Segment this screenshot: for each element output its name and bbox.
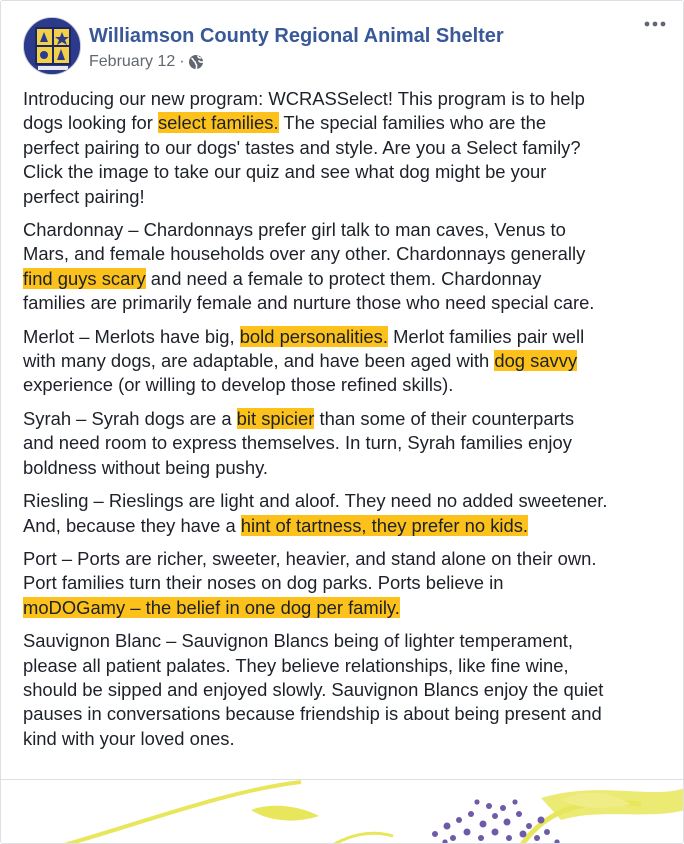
- post-text-line: [23, 489, 663, 513]
- text-segment: Port families turn their noses on dog parks. Ports believe in: [23, 572, 504, 594]
- text-segment: perfect pairing to our dogs' tastes and style. Are you a Select family?: [23, 136, 581, 158]
- text-segment: and need room to express themselves. In turn, Syrah families enjoy: [23, 432, 572, 454]
- text-segment: Sauvignon Blanc – Sauvignon Blancs being of lighter temperament,: [23, 630, 574, 652]
- text-segment: Chardonnay – Chardonnays prefer girl talk to man caves, Venus to: [23, 219, 566, 241]
- post-text-line: [23, 242, 663, 266]
- post-paragraph: [23, 87, 663, 209]
- post-text-line: [23, 571, 663, 595]
- text-segment: Port – Ports are richer, sweeter, heavier, and stand alone on their own.: [23, 547, 597, 569]
- post-text-line: [23, 218, 663, 242]
- post-text-line: [23, 325, 663, 349]
- post-text-line: [23, 136, 663, 160]
- post-meta: [89, 53, 204, 71]
- post-paragraph: [23, 547, 663, 620]
- page-name-link[interactable]: Williamson County Regional Animal Shelter: [89, 25, 504, 47]
- post-text-line: [23, 727, 663, 751]
- post-text-line: [23, 267, 663, 291]
- post-text-line: [23, 596, 663, 620]
- text-segment: than some of their counterparts: [314, 407, 575, 429]
- highlighted-text: bold personalities.: [239, 325, 388, 347]
- text-segment: with many dogs, are adaptable, and have been aged with: [23, 350, 495, 372]
- post-text-line: [23, 547, 663, 571]
- post-text-line: [23, 654, 663, 678]
- highlighted-text: select families.: [157, 112, 279, 134]
- quiz-image-attachment[interactable]: [1, 780, 683, 843]
- text-segment: families are primarily female and nurture those who need special care.: [23, 292, 595, 314]
- text-segment: and need a female to protect them. Chardonnay: [145, 267, 542, 289]
- post-text-line: [23, 702, 663, 726]
- post-text-line: [23, 373, 663, 397]
- text-segment: experience (or willing to develop those refined skills).: [23, 374, 454, 396]
- page-avatar[interactable]: [23, 17, 81, 75]
- text-segment: pauses in conversations because friendship is about being present and: [23, 703, 602, 725]
- highlighted-text: bit spicier: [236, 407, 315, 429]
- post-paragraph: [23, 325, 663, 398]
- post-text-line: [23, 291, 663, 315]
- text-segment: please all patient palates. They believe relationships, like fine wine,: [23, 654, 569, 676]
- text-segment: Riesling – Rieslings are light and aloof. They need no added sweetener.: [23, 490, 608, 512]
- text-segment: The special families who are the: [278, 112, 547, 134]
- text-segment: boldness without being pushy.: [23, 456, 269, 478]
- text-segment: should be sipped and enjoyed slowly. Sauvignon Blancs enjoy the quiet: [23, 678, 604, 700]
- post-header: [23, 17, 667, 77]
- post-text-line: [23, 185, 663, 209]
- text-segment: kind with your loved ones.: [23, 727, 235, 749]
- text-segment: Mars, and female households over any other. Chardonnays generally: [23, 243, 586, 265]
- text-segment: Syrah – Syrah dogs are a: [23, 407, 237, 429]
- post-text-line: [23, 349, 663, 373]
- highlighted-text: find guys scary: [23, 267, 146, 289]
- post-paragraph: [23, 489, 663, 538]
- post-body-text: [23, 87, 663, 760]
- grape-vine-illustration-icon: [1, 780, 683, 843]
- highlighted-text: moDOGamy – the belief in one dog per family.: [23, 596, 400, 618]
- text-segment: And, because they have a: [23, 514, 241, 536]
- text-segment: dogs looking for: [23, 112, 158, 134]
- text-segment: Merlot – Merlots have big,: [23, 325, 240, 347]
- post-text-line: [23, 87, 663, 111]
- more-options-icon[interactable]: [643, 17, 667, 31]
- post-paragraph: [23, 218, 663, 316]
- post-text-line: [23, 111, 663, 135]
- post-text-line: [23, 431, 663, 455]
- text-segment: perfect pairing!: [23, 185, 145, 207]
- globe-icon[interactable]: [188, 54, 204, 70]
- post-paragraph: [23, 629, 663, 751]
- post-text-line: [23, 407, 663, 431]
- post-text-line: [23, 514, 663, 538]
- text-segment: Introducing our new program: WCRASSelect! This program is to help: [23, 88, 585, 109]
- post-text-line: [23, 629, 663, 653]
- highlighted-text: hint of tartness, they prefer no kids.: [240, 514, 529, 536]
- post-paragraph: [23, 407, 663, 480]
- text-segment: Click the image to take our quiz and see what dog might be your: [23, 161, 547, 183]
- post-text-line: [23, 456, 663, 480]
- shelter-logo-icon: [24, 18, 81, 75]
- post-text-line: [23, 160, 663, 184]
- text-segment: Merlot families pair well: [387, 325, 585, 347]
- meta-separator: ·: [179, 53, 185, 70]
- post-text-line: [23, 678, 663, 702]
- highlighted-text: dog savvy: [494, 350, 578, 372]
- post-date-link[interactable]: February 12: [89, 53, 176, 70]
